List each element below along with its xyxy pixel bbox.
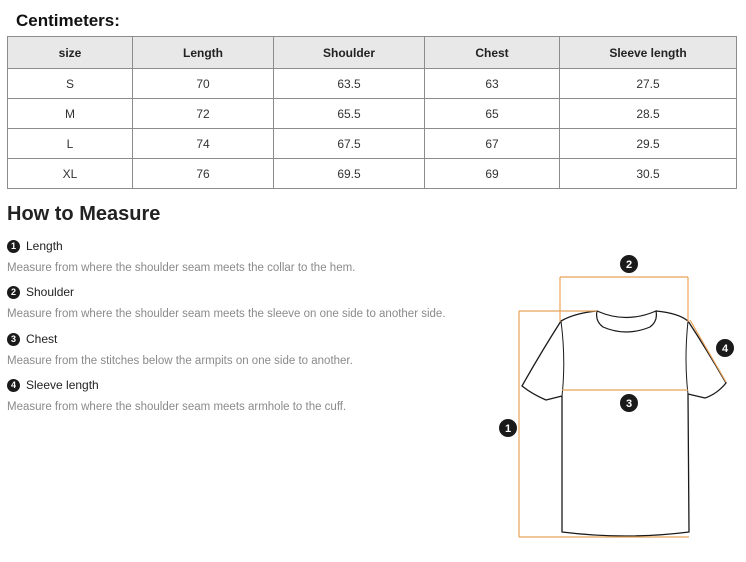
- marker-2-label: 2: [625, 259, 633, 271]
- step-label: Length: [26, 239, 63, 253]
- step-description: Measure from where the shoulder seam meets the collar to the hem.: [7, 262, 356, 274]
- cell-chest: 63: [425, 69, 560, 99]
- number-4-icon: 4: [7, 379, 20, 392]
- step-description: Measure from where the shoulder seam meets the sleeve on one side to another side.: [7, 308, 446, 320]
- cell-sleeve-length: 27.5: [560, 69, 737, 99]
- cell-chest: 69: [425, 159, 560, 189]
- cell-shoulder: 63.5: [274, 69, 425, 99]
- marker-1-label: 1: [504, 423, 512, 435]
- cell-length: 72: [133, 99, 274, 129]
- cell-chest: 67: [425, 129, 560, 159]
- step-label: Chest: [26, 332, 58, 346]
- cell-size: L: [8, 129, 133, 159]
- header-chest: Chest: [425, 37, 560, 69]
- number-2-icon: 2: [7, 286, 20, 299]
- header-length: Length: [133, 37, 274, 69]
- cell-length: 76: [133, 159, 274, 189]
- step-description: Measure from the stitches below the armpits on one side to another.: [7, 355, 353, 367]
- cell-sleeve-length: 29.5: [560, 129, 737, 159]
- tshirt-outline: [522, 311, 726, 536]
- number-1-icon: 1: [7, 240, 20, 253]
- marker-4-label: 4: [721, 343, 729, 355]
- cell-sleeve-length: 28.5: [560, 99, 737, 129]
- step-label: Shoulder: [26, 285, 75, 299]
- cell-size: M: [8, 99, 133, 129]
- step-label: Sleeve length: [26, 378, 99, 392]
- number-3-icon: 3: [7, 333, 20, 346]
- marker-3-icon: [620, 394, 638, 412]
- cell-shoulder: 67.5: [274, 129, 425, 159]
- marker-3-label: 3: [625, 398, 633, 410]
- cell-size: S: [8, 69, 133, 99]
- marker-4-icon: [716, 339, 734, 357]
- cell-shoulder: 65.5: [274, 99, 425, 129]
- header-shoulder: Shoulder: [274, 37, 425, 69]
- marker-1-icon: [499, 419, 517, 437]
- how-to-measure-title: How to Measure: [7, 203, 161, 225]
- cell-shoulder: 69.5: [274, 159, 425, 189]
- cell-chest: 65: [425, 99, 560, 129]
- cell-sleeve-length: 30.5: [560, 159, 737, 189]
- units-heading: Centimeters:: [16, 11, 120, 30]
- header-sleeve-length: Sleeve length: [560, 37, 737, 69]
- cell-length: 70: [133, 69, 274, 99]
- cell-size: XL: [8, 159, 133, 189]
- marker-2-icon: [620, 255, 638, 273]
- cell-length: 74: [133, 129, 274, 159]
- header-size: size: [8, 37, 133, 69]
- step-description: Measure from where the shoulder seam meets armhole to the cuff.: [7, 401, 347, 413]
